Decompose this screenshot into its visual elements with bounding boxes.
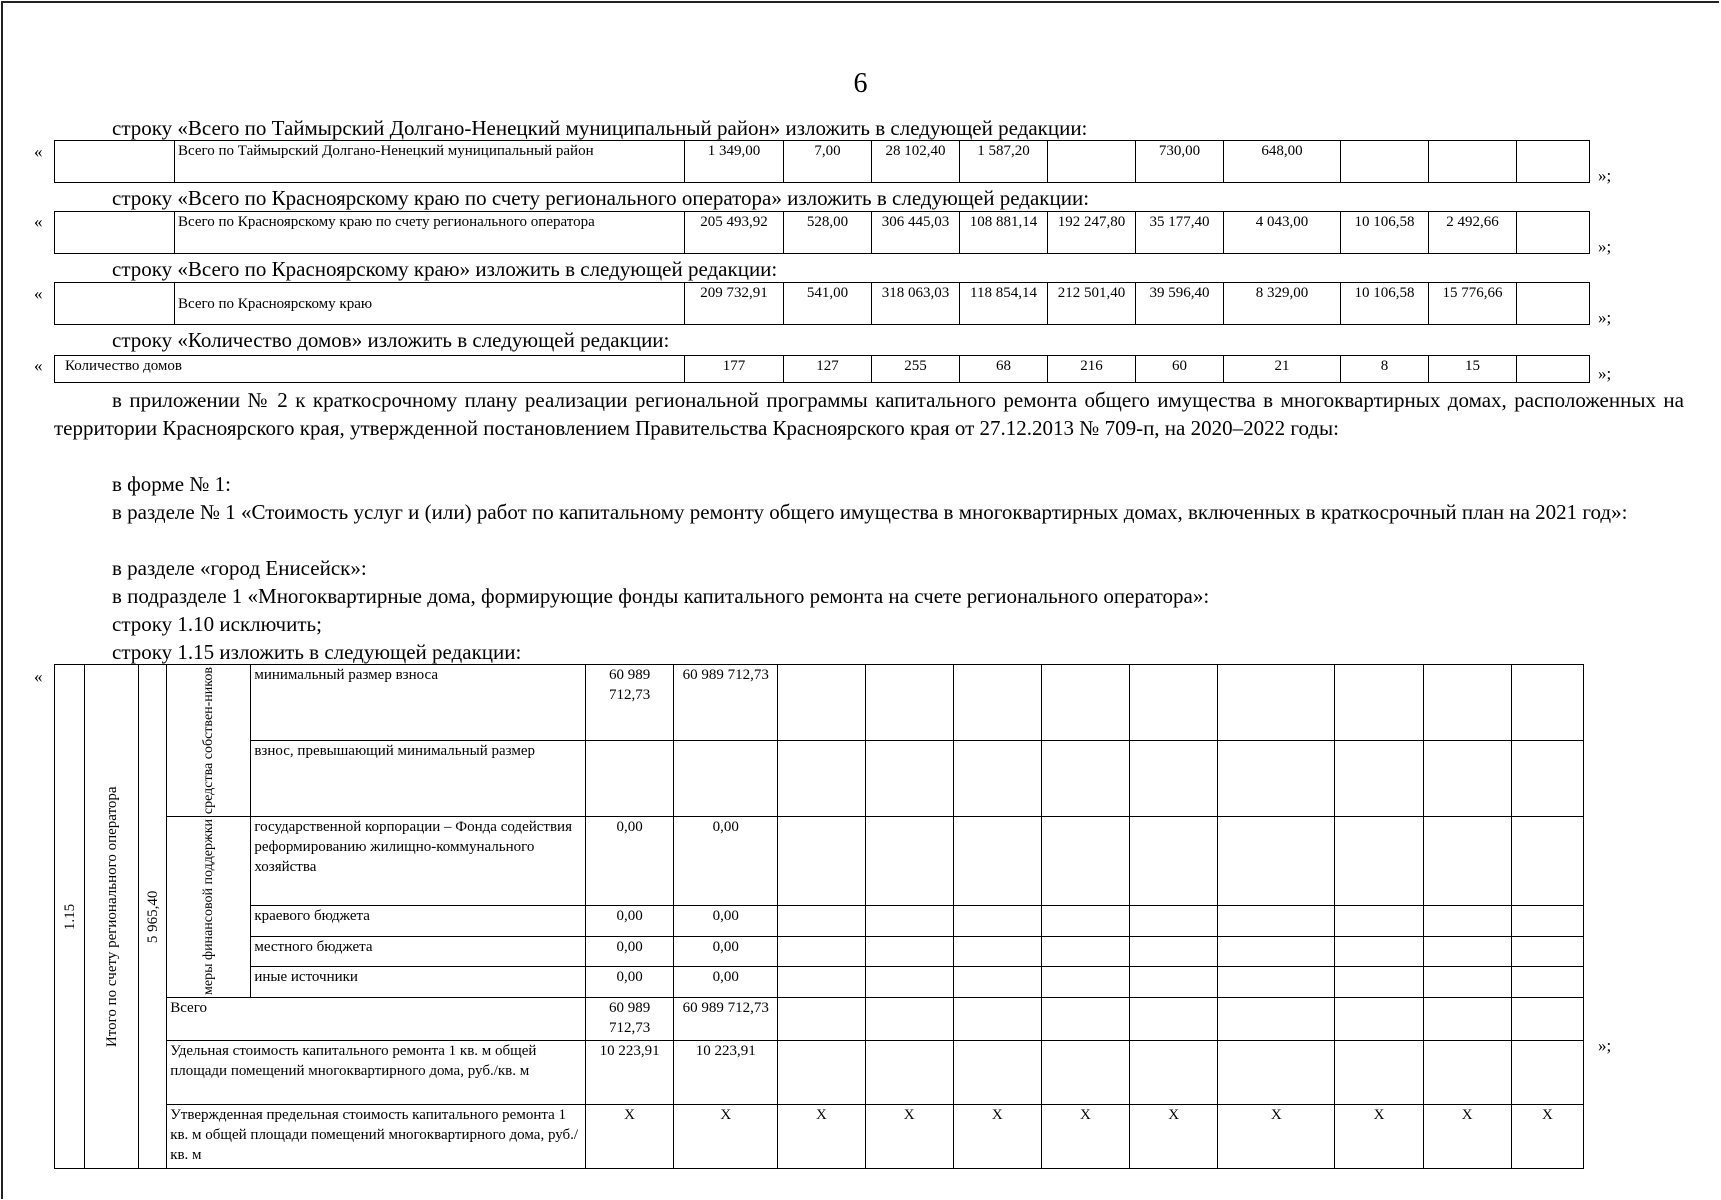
x-mark: X [865, 1105, 953, 1169]
support-measures-group: меры финансовой поддержки [167, 817, 251, 998]
row-label: Удельная стоимость капитального ремонта 1 кв. м общей площади помещений многоквартирного дома, руб./кв. м [167, 1041, 586, 1105]
paragraph: в разделе «город Енисейск»: [112, 556, 367, 580]
cell: 0,00 [586, 936, 674, 967]
cell: 10 106,58 [1341, 283, 1429, 325]
cell: 2 492,66 [1429, 212, 1517, 254]
cell: 0,00 [674, 817, 778, 906]
cell: 60 989 712,73 [586, 665, 674, 741]
cell: 0,00 [674, 967, 778, 998]
area-value: 5 965,40 [139, 665, 167, 1169]
open-quote: « [34, 142, 43, 161]
row-label: Всего [167, 998, 586, 1041]
cell: 177 [685, 356, 784, 383]
cell: 60 989 712,73 [674, 665, 778, 741]
close-mark: »; [1598, 364, 1612, 383]
cell [1048, 141, 1136, 183]
paragraph: в форме № 1: [112, 472, 231, 496]
page-number: 6 [853, 68, 868, 99]
x-mark: X [1423, 1105, 1511, 1169]
open-quote: « [34, 356, 43, 375]
cell: 8 329,00 [1224, 283, 1341, 325]
cell: 4 043,00 [1224, 212, 1341, 254]
row-label: государственной корпорации – Фонда содействия реформированию жилищно-коммунального хозяйства [251, 817, 586, 906]
cell: 0,00 [586, 817, 674, 906]
cell: 205 493,92 [685, 212, 784, 254]
close-mark: »; [1598, 166, 1612, 185]
row-number: 1.15 [55, 665, 85, 1169]
cell: 8 [1341, 356, 1429, 383]
paragraph: строку 1.10 исключить; [112, 612, 322, 636]
paragraph: строку 1.15 изложить в следующей редакции: [112, 640, 522, 664]
cell [1517, 283, 1590, 325]
paragraph: в приложении № 2 к краткосрочному плану реализации региональной программы капитального ремонта общего имущества в многоквартирных домах, расположенных на территории Красноярского края, утвержденной постановлением Правительства Красноярского края от 27.12.2013 № 709-п, на 2020–2022 годы: [54, 388, 1684, 440]
cell: 7,00 [784, 141, 872, 183]
cell: 255 [872, 356, 960, 383]
x-mark: X [1218, 1105, 1335, 1169]
section-a-table [54, 140, 1590, 183]
open-quote: « [34, 212, 43, 231]
cell [1517, 212, 1590, 254]
section-b-table [54, 211, 1590, 254]
owners-funds-group: средства собствен-ников [167, 665, 251, 817]
cell [1517, 356, 1590, 383]
x-mark: X [1511, 1105, 1583, 1169]
cell: 127 [784, 356, 872, 383]
row-label: Утвержденная предельная стоимость капитального ремонта 1 кв. м общей площади помещений многоквартирного дома, руб./кв. м [167, 1105, 586, 1169]
row-label: Количество домов [55, 356, 685, 383]
row-label: взнос, превышающий минимальный размер [251, 741, 586, 817]
x-mark: X [674, 1105, 778, 1169]
section-b-heading: строку «Всего по Красноярскому краю по счету регионального оператора» изложить в следующей редакции: [112, 186, 1090, 210]
row-label: иные источники [251, 967, 586, 998]
cell: 1 587,20 [960, 141, 1048, 183]
section-a-heading: строку «Всего по Таймырский Долгано-Ненецкий муниципальный район» изложить в следующей редакции: [112, 116, 1088, 140]
section-c-heading: строку «Всего по Красноярскому краю» изложить в следующей редакции: [112, 257, 778, 281]
cell: 21 [1224, 356, 1341, 383]
cell: 1 349,00 [685, 141, 784, 183]
cell: 10 106,58 [1341, 212, 1429, 254]
cell: 10 223,91 [586, 1041, 674, 1105]
row-label: минимальный размер взноса [251, 665, 586, 741]
cell: 318 063,03 [872, 283, 960, 325]
cell: 15 [1429, 356, 1517, 383]
row-label: местного бюджета [251, 936, 586, 967]
cell: 10 223,91 [674, 1041, 778, 1105]
close-mark: »; [1598, 308, 1612, 327]
cell: 68 [960, 356, 1048, 383]
cell: 216 [1048, 356, 1136, 383]
cell [1341, 141, 1429, 183]
row-title: Итого по счету регионального оператора [85, 665, 139, 1169]
cell [1517, 141, 1590, 183]
x-mark: X [778, 1105, 865, 1169]
x-mark: X [1335, 1105, 1423, 1169]
cell: 192 247,80 [1048, 212, 1136, 254]
cell [674, 741, 778, 817]
cell: 0,00 [674, 936, 778, 967]
cell: 306 445,03 [872, 212, 960, 254]
cell: 60 989 712,73 [586, 998, 674, 1041]
cell: 60 [1136, 356, 1224, 383]
row-label: Всего по Красноярскому краю по счету регионального оператора [175, 212, 685, 254]
cell: 730,00 [1136, 141, 1224, 183]
cell: 212 501,40 [1048, 283, 1136, 325]
close-mark: »; [1598, 1036, 1612, 1055]
cell: 528,00 [784, 212, 872, 254]
row-1-15-table [54, 664, 1584, 1169]
cell: 118 854,14 [960, 283, 1048, 325]
cell [1429, 141, 1517, 183]
cell: 0,00 [674, 906, 778, 937]
cell: 0,00 [586, 967, 674, 998]
open-quote: « [34, 667, 43, 686]
cell: 35 177,40 [1136, 212, 1224, 254]
section-d-heading: строку «Количество домов» изложить в следующей редакции: [112, 328, 670, 352]
paragraph: в разделе № 1 «Стоимость услуг и (или) работ по капитальному ремонту общего имущества в многоквартирных домах, включенных в краткосрочный план на 2021 год»: [112, 500, 1628, 524]
row-label: краевого бюджета [251, 906, 586, 937]
paragraph: в подразделе 1 «Многоквартирные дома, формирующие фонды капитального ремонта на счете регионального оператора»: [112, 584, 1210, 608]
cell: 209 732,91 [685, 283, 784, 325]
cell: 39 596,40 [1136, 283, 1224, 325]
x-mark: X [1130, 1105, 1218, 1169]
section-c-table [54, 282, 1590, 325]
cell: 15 776,66 [1429, 283, 1517, 325]
x-mark: X [586, 1105, 674, 1169]
x-mark: X [1041, 1105, 1129, 1169]
cell: 541,00 [784, 283, 872, 325]
cell: 0,00 [586, 906, 674, 937]
section-d-table [54, 355, 1590, 383]
row-label: Всего по Красноярскому краю [175, 283, 685, 325]
x-mark: X [953, 1105, 1041, 1169]
row-label: Всего по Таймырский Долгано-Ненецкий муниципальный район [175, 141, 685, 183]
cell: 648,00 [1224, 141, 1341, 183]
cell: 28 102,40 [872, 141, 960, 183]
open-quote: « [34, 284, 43, 303]
cell [586, 741, 674, 817]
cell: 60 989 712,73 [674, 998, 778, 1041]
cell: 108 881,14 [960, 212, 1048, 254]
close-mark: »; [1598, 237, 1612, 256]
